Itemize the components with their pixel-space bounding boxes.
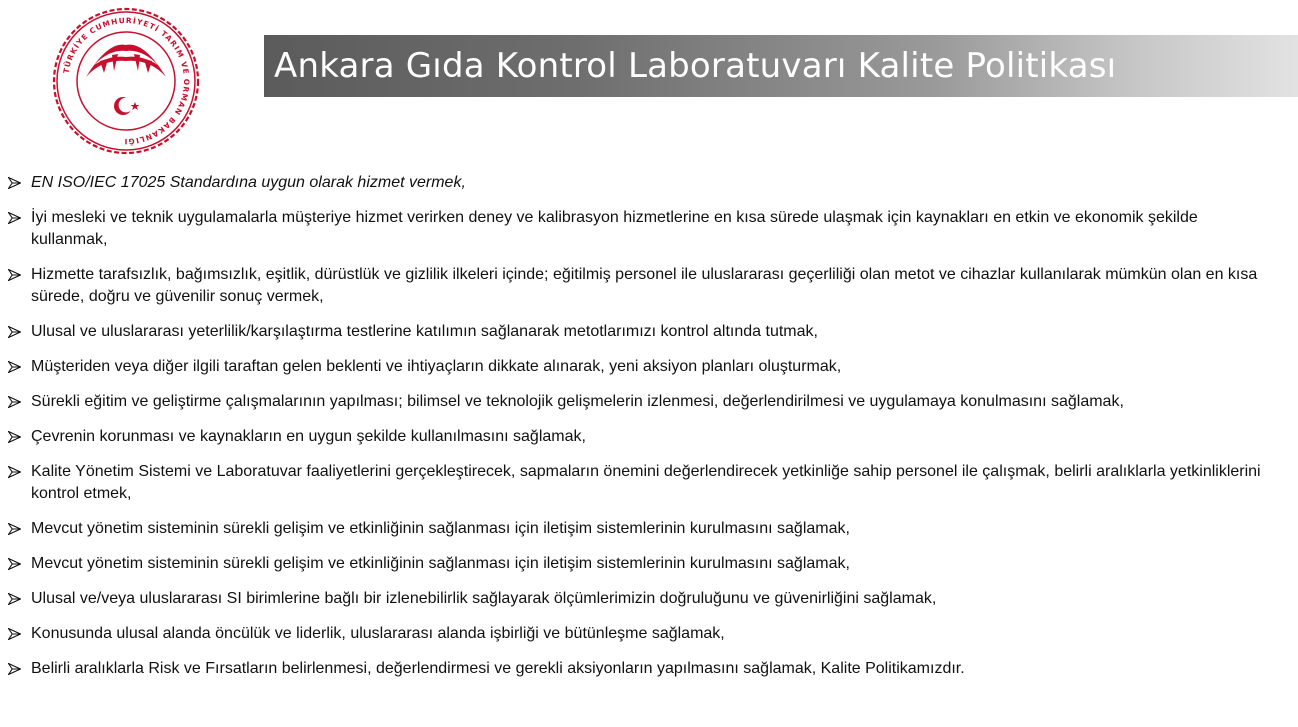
policy-text: EN ISO/IEC 17025 Standardına uygun olarak hizmet vermek,	[31, 174, 466, 191]
arrow-bullet-icon	[8, 177, 21, 189]
policy-text: Çevrenin korunması ve kaynakların en uygun şekilde kullanılmasını sağlamak,	[31, 428, 586, 445]
ministry-seal-logo	[50, 5, 202, 157]
arrow-bullet-icon	[8, 269, 21, 281]
ministry-seal-icon	[50, 5, 202, 157]
arrow-bullet-icon	[8, 663, 21, 675]
policy-item	[0, 553, 1298, 575]
svg-text:TÜRKİYE CUMHURİYETİ TARIM VE O	[61, 16, 191, 146]
arrow-bullet-icon	[8, 466, 21, 478]
arrow-bullet-icon	[8, 361, 21, 373]
seal-ring-text: TÜRKİYE CUMHURİYETİ TARIM VE ORMAN BAKANLIĞI	[61, 15, 192, 147]
policy-item	[0, 207, 1298, 251]
policy-text: Ulusal ve/veya uluslararası SI birimlerine bağlı bir izlenebilirlik sağlayarak ölçümlerimizin doğruluğunu ve güvenirliğini sağlamak,	[31, 590, 937, 607]
policy-text: Ulusal ve uluslararası yeterlilik/karşılaştırma testlerine katılımın sağlanarak metotlarımızı kontrol altında tutmak,	[31, 323, 818, 340]
arrow-bullet-icon	[8, 326, 21, 338]
policy-text: İyi mesleki ve teknik uygulamalarla müşteriye hizmet verirken deney ve kalibrasyon hizmetlerine en kısa sürede ulaşmak için kaynakları en etkin ve ekonomik şekilde kullanmak,	[31, 209, 1198, 248]
policy-text: Mevcut yönetim sisteminin sürekli gelişim ve etkinliğinin sağlanması için iletişim sistemlerinin kurulmasını sağlamak,	[31, 520, 850, 537]
policy-item	[0, 623, 1298, 645]
arrow-bullet-icon	[8, 523, 21, 535]
page-title: Ankara Gıda Kontrol Laboratuvarı Kalite Politikası	[274, 46, 1117, 86]
policy-item	[0, 461, 1298, 505]
arrow-bullet-icon	[8, 396, 21, 408]
policy-list	[0, 172, 1298, 693]
policy-item	[0, 264, 1298, 308]
policy-item	[0, 356, 1298, 378]
policy-text: Mevcut yönetim sisteminin sürekli gelişim ve etkinliğinin sağlanması için iletişim sistemlerinin kurulmasını sağlamak,	[31, 555, 850, 572]
policy-item	[0, 391, 1298, 413]
policy-text: Sürekli eğitim ve geliştirme çalışmalarının yapılması; bilimsel ve teknolojik gelişmelerin izlenmesi, değerlendirilmesi ve uygulamaya konulmasını sağlamak,	[31, 393, 1124, 410]
arrow-bullet-icon	[8, 431, 21, 443]
policy-item	[0, 172, 1298, 194]
policy-text: Müşteriden veya diğer ilgili taraftan gelen beklenti ve ihtiyaçların dikkate alınarak, yeni aksiyon planları oluşturmak,	[31, 358, 842, 375]
policy-item	[0, 588, 1298, 610]
policy-text: Belirli aralıklarla Risk ve Fırsatların belirlenmesi, değerlendirmesi ve gerekli aksiyonların yapılmasını sağlamak, Kalite Politikamızdır.	[31, 660, 965, 677]
arrow-bullet-icon	[8, 593, 21, 605]
policy-item	[0, 321, 1298, 343]
policy-text: Konusunda ulusal alanda öncülük ve liderlik, uluslararası alanda işbirliği ve bütünleşme sağlamak,	[31, 625, 725, 642]
policy-item	[0, 658, 1298, 680]
policy-text: Hizmette tarafsızlık, bağımsızlık, eşitlik, dürüstlük ve gizlilik ilkeleri içinde; eğitilmiş personel ile uluslararası geçerliliği olan metot ve cihazlar kullanılarak mümkün olan en kısa sürede, doğru ve güvenilir sonuç vermek,	[31, 266, 1258, 305]
title-banner	[264, 35, 1298, 97]
policy-item	[0, 518, 1298, 540]
policy-item	[0, 426, 1298, 448]
arrow-bullet-icon	[8, 558, 21, 570]
arrow-bullet-icon	[8, 212, 21, 224]
policy-text: Kalite Yönetim Sistemi ve Laboratuvar faaliyetlerini gerçekleştirecek, sapmaların önemini değerlendirecek yetkinliğe sahip personel ile çalışmak, belirli aralıklarla yetkinliklerini kontrol etmek,	[31, 463, 1261, 502]
arrow-bullet-icon	[8, 628, 21, 640]
